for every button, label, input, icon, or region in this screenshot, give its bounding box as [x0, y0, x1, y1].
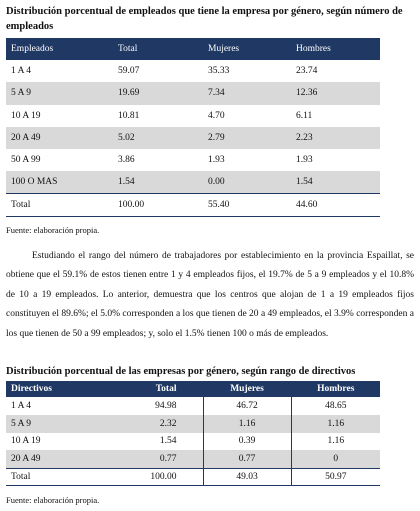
- table-total-row: [6, 194, 380, 216]
- table-total-row: [6, 468, 380, 486]
- table-cell: 6.11: [296, 110, 313, 121]
- table-row: [6, 105, 380, 127]
- table-cell: 2.79: [208, 133, 225, 144]
- table-cell: 1.16: [291, 433, 380, 451]
- table-row: [6, 149, 380, 171]
- table-cell: 100.00: [150, 472, 177, 483]
- table-cell: 10 A 19: [11, 436, 41, 447]
- table-cell: 1.16: [203, 415, 291, 433]
- column-header: Empleados: [11, 44, 54, 54]
- column-header: Hombres: [296, 44, 331, 54]
- table-cell: 100 O MAS: [11, 177, 58, 188]
- table-row: [6, 397, 380, 415]
- table-row: [6, 127, 380, 149]
- table2-title: Distribución porcentual de las empresas por género, según rango de directivos: [6, 366, 356, 377]
- table-cell: 1.54: [159, 436, 177, 447]
- table2-source: Fuente: elaboración propia.: [6, 495, 100, 505]
- table-cell: 94.98: [155, 400, 177, 411]
- table-cell: 0.77: [203, 450, 291, 468]
- column-header: Hombres: [291, 381, 380, 397]
- table-row: [6, 433, 380, 451]
- table-header-row: [6, 38, 380, 60]
- table-cell: 100.00: [118, 199, 145, 210]
- table-cell: 5.02: [118, 133, 135, 144]
- table-cell: 0: [291, 450, 380, 468]
- table-cell: 1 A 4: [11, 400, 32, 411]
- table-cell: 2.32: [159, 418, 177, 429]
- table-cell: 1 A 4: [11, 66, 32, 77]
- table-cell: 5 A 9: [11, 88, 32, 99]
- table-cell: 48.65: [291, 397, 380, 415]
- table-cell: 1.93: [296, 155, 313, 166]
- table-cell: 1.93: [208, 155, 225, 166]
- employees-table: [6, 38, 380, 217]
- column-header: Mujeres: [203, 381, 291, 397]
- table-cell: Total: [11, 472, 31, 483]
- table-row: [6, 82, 380, 104]
- table-cell: 23.74: [296, 66, 318, 77]
- table-cell: 4.70: [208, 110, 225, 121]
- table-row: [6, 60, 380, 82]
- column-header: Total: [155, 384, 177, 394]
- table-cell: 20 A 49: [11, 133, 41, 144]
- table-cell: 12.36: [296, 88, 318, 99]
- table-cell: Total: [11, 199, 31, 210]
- table-row: [6, 415, 380, 433]
- directors-table: [6, 381, 380, 486]
- table-cell: 44.60: [296, 199, 318, 210]
- table1-source: Fuente: elaboración propia.: [6, 225, 100, 235]
- table-cell: 7.34: [208, 88, 225, 99]
- table-cell: 0.00: [208, 177, 225, 188]
- body-paragraph: Estudiando el rango del número de trabajadores por establecimiento en la provincia Espaillat, se obtiene que el 59.1% de estos tienen entre 1 y 4 empleados fijos, el 19.7% de 5 a 9 empleados y el 10.8% de 10 a 19 empleados. Lo anterior, demuestra que los centros que alojan de 1 a 19 empleados fijos constituyen el 89.6%; el 5.0% corresponden a los que tienen de 20 a 49 empleados, el 3.9% corresponden a los que tienen de 50 a 99 empleados; y, solo el 1.5% tienen 100 o más de empleados.: [6, 251, 414, 339]
- column-header: Directivos: [11, 384, 52, 394]
- table-cell: 35.33: [208, 66, 230, 77]
- table-cell: 10.81: [118, 110, 140, 121]
- table-cell: 1.54: [118, 177, 135, 188]
- table-cell: 19.69: [118, 88, 140, 99]
- table-row: [6, 450, 380, 468]
- table-cell: 50.97: [291, 468, 380, 486]
- table-cell: 1.54: [296, 177, 313, 188]
- table-cell: 5 A 9: [11, 418, 32, 429]
- table-row: [6, 171, 380, 193]
- table1-title: Distribución porcentual de empleados que tiene la empresa por género, según número de empleados: [6, 6, 403, 32]
- table-cell: 0.77: [159, 454, 177, 465]
- table-header-row: [6, 381, 380, 397]
- table-cell: 20 A 49: [11, 454, 41, 465]
- table-cell: 46.72: [203, 397, 291, 415]
- table-cell: 1.16: [291, 415, 380, 433]
- column-header: Total: [118, 44, 138, 54]
- table-cell: 59.07: [118, 66, 140, 77]
- table-cell: 49.03: [203, 468, 291, 486]
- table-cell: 50 A 99: [11, 155, 41, 166]
- table-cell: 55.40: [208, 199, 230, 210]
- table-cell: 3.86: [118, 155, 135, 166]
- table-cell: 0.39: [203, 433, 291, 451]
- table-cell: 10 A 19: [11, 110, 41, 121]
- column-header: Mujeres: [208, 44, 240, 54]
- table-cell: 2.23: [296, 133, 313, 144]
